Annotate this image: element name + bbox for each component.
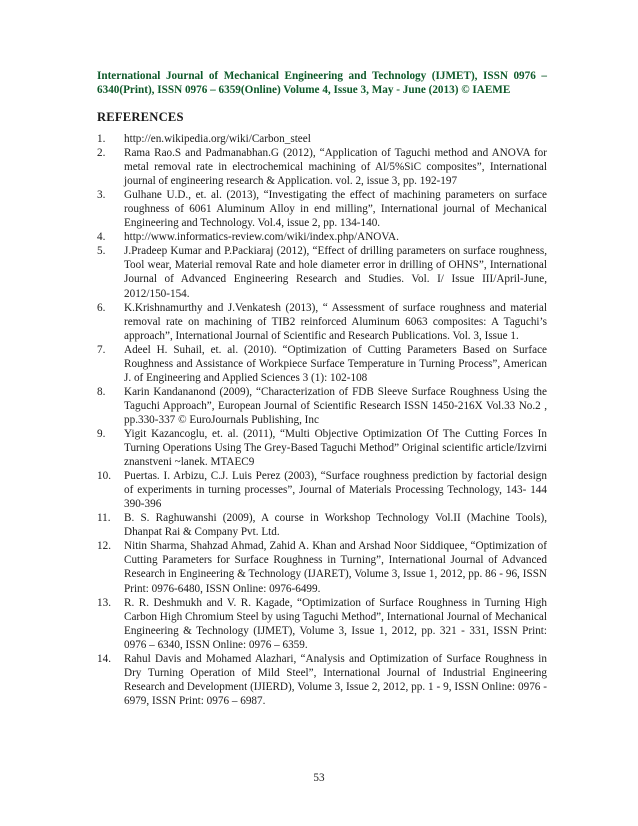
reference-item [97, 230, 547, 244]
reference-text: http://en.wikipedia.org/wiki/Carbon_steel [124, 133, 311, 145]
reference-text: B. S. Raghuwanshi (2009), A course in Workshop Technology Vol.II (Machine Tools), Dhanpat Rai & Company Pvt. Ltd. [124, 512, 547, 539]
reference-number: 7. [97, 343, 106, 356]
reference-item [97, 511, 547, 539]
reference-item [97, 427, 547, 469]
references-heading: REFERENCES [97, 110, 184, 124]
reference-number: 8. [97, 385, 106, 398]
reference-text: Nitin Sharma, Shahzad Ahmad, Zahid A. Khan and Arshad Noor Siddiquee, “Optimization of Cutting Parameters for Surface Roughness in Turning”, International Journal of Advanced Research in Engineering & Technology (IJARET), Volume 3, Issue 1, 2012, pp. 86 - 96, ISSN Print: 0976-6480, ISSN Online: 0976-6499. [124, 540, 547, 595]
reference-number: 14. [97, 652, 111, 665]
reference-item [97, 132, 547, 146]
reference-text: Puertas. I. Arbizu, C.J. Luis Perez (2003), “Surface roughness prediction by factorial design of experiments in turning processes”, Journal of Materials Processing Technology, 143- 144 390-396 [124, 470, 547, 511]
reference-item [97, 539, 547, 595]
reference-text: Karin Kandananond (2009), “Characterization of FDB Sleeve Surface Roughness Using the Taguchi Approach”, European Journal of Scientific Research ISSN 1450-216X Vol.33 No.2 , pp.330-337 © EuroJournals Publishing, Inc [124, 385, 547, 426]
reference-number: 3. [97, 189, 106, 202]
reference-number: 5. [97, 245, 106, 258]
reference-number: 12. [97, 540, 111, 553]
page-number: 53 [313, 772, 325, 784]
reference-number: 2. [97, 147, 106, 160]
reference-item [97, 596, 547, 652]
reference-text: R. R. Deshmukh and V. R. Kagade, “Optimization of Surface Roughness in Turning High Carbon High Chromium Steel by using Taguchi Method”, International Journal of Mechanical Engineering & Technology (IJMET), Volume 3, Issue 1, 2012, pp. 321 - 331, ISSN Print: 0976 – 6340, ISSN Online: 0976 – 6359. [124, 596, 547, 651]
reference-number: 1. [97, 133, 106, 145]
reference-text: http://www.informatics-review.com/wiki/index.php/ANOVA. [124, 231, 399, 244]
reference-item [97, 652, 547, 708]
reference-item [97, 301, 547, 343]
reference-list [97, 132, 547, 708]
reference-number: 4. [97, 231, 106, 244]
reference-text: K.Krishnamurthy and J.Venkatesh (2013), “ Assessment of surface roughness and material removal rate on machining of TIB2 reinforced Aluminum 6063 composites: A Taguchi’s approach”, International Journal of Scientific and Research Publications. Vol. 3, Issue 1. [124, 301, 547, 342]
reference-number: 11. [97, 512, 111, 525]
reference-item [97, 244, 547, 300]
reference-text: J.Pradeep Kumar and P.Packiaraj (2012), “Effect of drilling parameters on surface roughness, Tool wear, Material removal Rate and hole diameter error in drilling of OHNS”, International Journal of Advanced Engineering Research and Studies. Vol. I/ Issue III/April-June, 2012/150-154. [124, 245, 547, 300]
reference-number: 13. [97, 596, 111, 609]
reference-item [97, 385, 547, 427]
reference-item [97, 469, 547, 511]
reference-text: Rama Rao.S and Padmanabhan.G (2012), “Application of Taguchi method and ANOVA for metal removal rate in electrochemical machining of Al/5%SiC composites”, International journal of engineering research & Application. vol. 2, issue 3, pp. 192-197 [124, 147, 547, 188]
reference-number: 6. [97, 301, 106, 314]
reference-number: 10. [97, 470, 111, 483]
reference-item [97, 188, 547, 230]
journal-header: International Journal of Mechanical Engineering and Technology (IJMET), ISSN 0976 – 6340(Print), ISSN 0976 – 6359(Online) Volume 4, Issue 3, May - June (2013) © IAEME [97, 70, 547, 96]
reference-item [97, 343, 547, 385]
reference-text: Adeel H. Suhail, et. al. (2010). “Optimization of Cutting Parameters Based on Surface Roughness and Assistance of Workpiece Surface Temperature in Turning Process”, American J. of Engineering and Applied Sciences 3 (1): 102-108 [124, 343, 547, 384]
reference-item [97, 146, 547, 188]
reference-number: 9. [97, 427, 106, 440]
reference-text: Rahul Davis and Mohamed Alazhari, “Analysis and Optimization of Surface Roughness in Dry Turning Operation of Mild Steel”, International Journal of Industrial Engineering Research and Development (IJIERD), Volume 3, Issue 2, 2012, pp. 1 - 9, ISSN Online: 0976 - 6979, ISSN Print: 0976 – 6987. [124, 652, 547, 707]
reference-text: Gulhane U.D., et. al. (2013), “Investigating the effect of machining parameters on surface roughness of 6061 Aluminum Alloy in end milling”, International journal of Mechanical Engineering and Technology. Vol.4, issue 2, pp. 134-140. [124, 189, 547, 230]
reference-text: Yigit Kazancoglu, et. al. (2011), “Multi Objective Optimization Of The Cutting Forces In Turning Operations Using The Grey-Based Taguchi Method” Original scientific article/Izvirni znanstveni ~lanek. MTAEC9 [124, 427, 547, 469]
